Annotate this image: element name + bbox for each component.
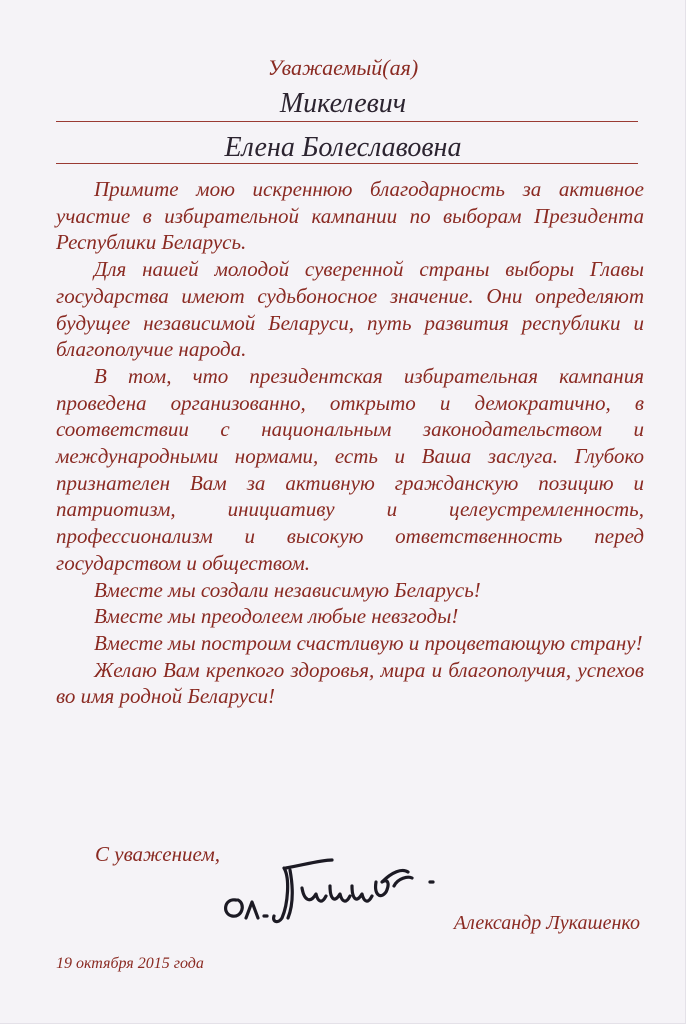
paragraph-significance: Для нашей молодой суверенной страны выборы Главы государства имеют судьбоносное значение. Они определяют будущее независимой Беларуси, путь развития республики и благополучие народа.	[56, 257, 644, 362]
paragraph-wishes: Желаю Вам крепкого здоровья, мира и благополучия, успехов во имя родной Беларуси!	[56, 657, 644, 709]
paragraph-created: Вместе мы создали независимую Беларусь!	[94, 577, 481, 602]
paragraph-thanks: Примите мою искреннюю благодарность за активное участие в избирательной кампании по выборам Президента Республики Беларусь.	[56, 177, 644, 255]
paragraph-build: Вместе мы построим счастливую и процветающую страну!	[94, 630, 643, 655]
given-names-underline	[56, 163, 638, 164]
closing: С уважением,	[95, 842, 220, 866]
recipient-surname: Микелевич	[279, 88, 407, 119]
paragraph-campaign: В том, что президентская избирательная кампания проведена организованно, открыто и демократично, в соответствии с национальным законодательством и международными нормами, есть и Ваша заслуга. Глубоко признателен Вам за активную гражданскую позицию и патриотизм, инициативу и целеустремленность, профессионализм и высокую ответственность перед государством и обществом.	[56, 363, 644, 575]
letter-body	[56, 176, 644, 710]
recipient-given-names: Елена Болеславовна	[224, 132, 462, 163]
paragraph-overcome: Вместе мы преодолеем любые невзгоды!	[94, 604, 459, 629]
surname-underline	[56, 121, 638, 122]
letter-date: 19 октября 2015 года	[56, 955, 204, 972]
handwritten-signature	[212, 838, 492, 928]
greeting: Уважаемый(ая)	[267, 55, 419, 80]
signer-name: Александр Лукашенко	[453, 912, 640, 934]
